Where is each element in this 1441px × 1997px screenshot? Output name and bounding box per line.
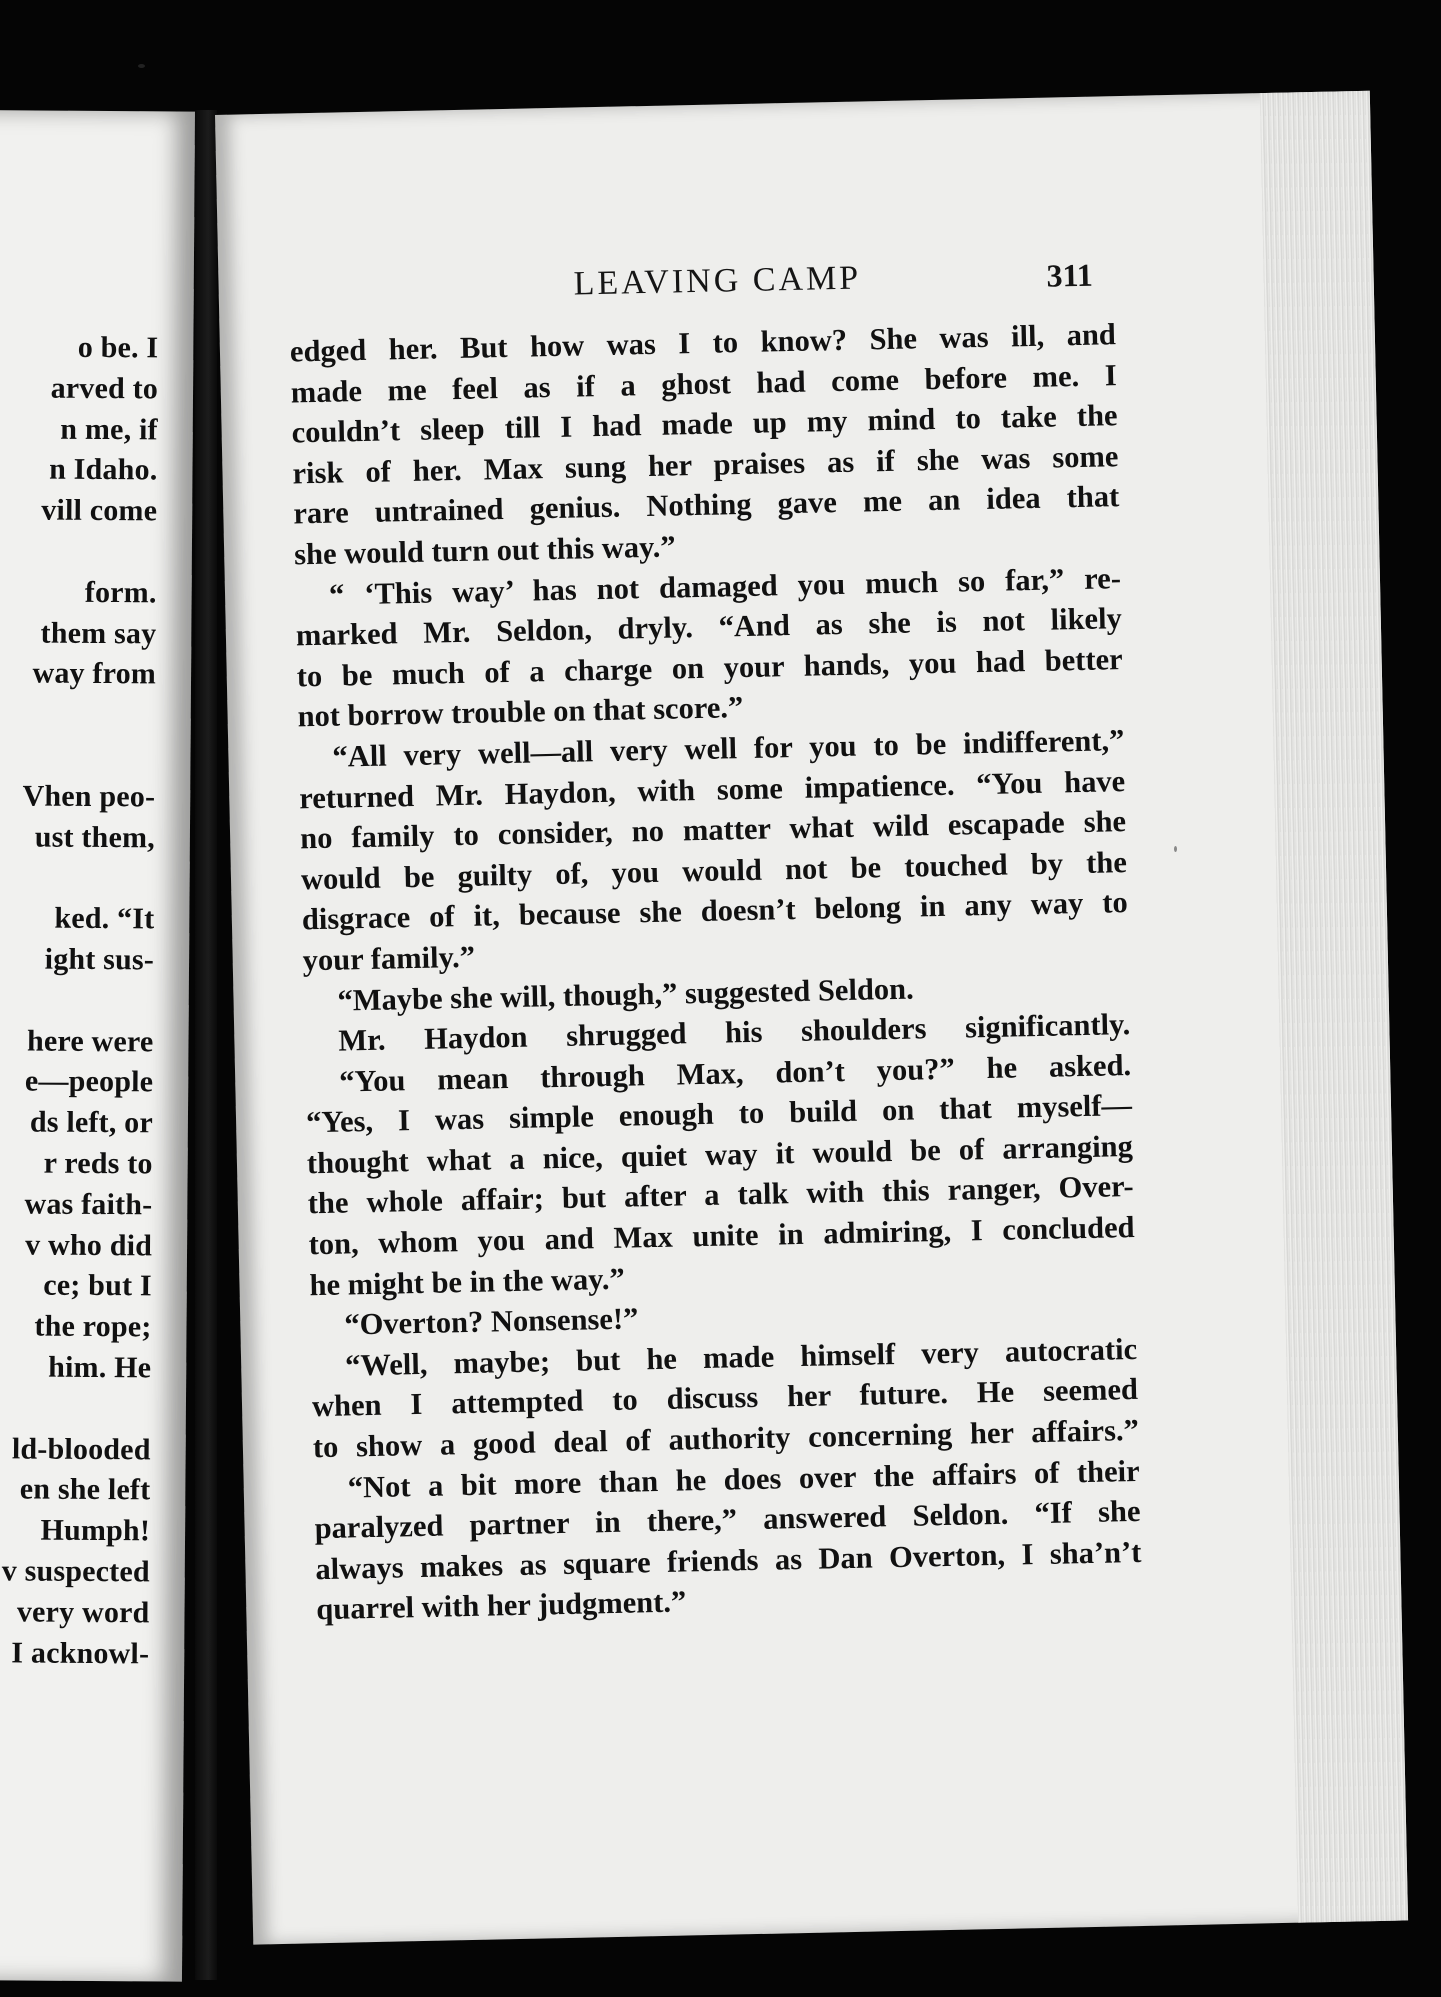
left-page-line: way from <box>32 656 157 691</box>
book-gutter <box>195 110 217 1980</box>
left-page-line: very word <box>16 1595 150 1630</box>
text-line: returned Mr. Haydon, with some impatience. “You have <box>298 763 1126 815</box>
text-line: no family to consider, no matter what wild escapade she <box>299 804 1127 856</box>
text-line: the whole affair; but after a talk with this ranger, Over- <box>307 1169 1134 1221</box>
scan-speck <box>138 64 145 68</box>
left-page-line: was faith- <box>24 1187 153 1222</box>
left-page-line: ce; but I <box>43 1269 152 1303</box>
left-page-line: v who did <box>25 1228 153 1262</box>
text-line: ton, whom you and Max unite in admiring, I concluded <box>308 1210 1135 1262</box>
left-page-line: ked. “It <box>54 901 155 936</box>
left-page-line: arved to <box>50 371 159 406</box>
text-line: “ ‘This way’ has not damaged you much so far,” re- <box>328 560 1122 612</box>
right-page <box>215 91 1408 1945</box>
left-page-line: form. <box>84 575 157 610</box>
text-line: Mr. Haydon shrugged his shoulders significantly. <box>338 1007 1131 1058</box>
text-line: not borrow trouble on that score.” <box>297 690 744 734</box>
left-page-line <box>0 697 156 698</box>
left-page-line: r reds to <box>43 1146 153 1181</box>
left-page-line: ust them, <box>34 820 156 854</box>
left-page-line: o be. I <box>77 330 159 365</box>
left-page-line: I acknowl- <box>11 1635 150 1670</box>
text-line: always makes as square friends as Dan Overton, I sha’n’t <box>315 1534 1142 1587</box>
page-edges <box>1260 91 1408 1923</box>
left-page-line: n me, if <box>60 412 158 446</box>
text-line: made me feel as if a ghost had come before me. I <box>290 357 1117 410</box>
left-page-line: ds left, or <box>29 1105 154 1140</box>
text-line: disgrace of it, because she doesn’t belong in any way to <box>301 885 1129 937</box>
text-line: “Overton? Nonsense!” <box>344 1301 639 1342</box>
left-page-line: them say <box>40 616 157 650</box>
left-page-line <box>0 1391 151 1392</box>
left-page-line: ight sus- <box>44 942 155 977</box>
left-page-line: vill come <box>41 493 158 528</box>
left-page-line: e—people <box>24 1064 154 1099</box>
text-line: when I attempted to discuss her future. He seemed <box>311 1372 1139 1424</box>
left-page-line <box>0 983 154 984</box>
left-page-line: here were <box>26 1024 154 1058</box>
left-page-line: him. He <box>48 1350 152 1385</box>
text-line: risk of her. Max sung her praises as if she was some <box>292 438 1119 491</box>
scan-speck <box>1174 846 1177 852</box>
left-page-line: v suspected <box>1 1554 150 1589</box>
left-page <box>0 110 195 1982</box>
text-line: thought what a nice, quiet way it would be of arranging <box>306 1128 1134 1181</box>
page-number: 311 <box>1046 256 1094 294</box>
text-line: to be much of a charge on your hands, you had better <box>296 641 1123 694</box>
text-line: “Not a bit more than he does over the affairs of their <box>347 1453 1140 1505</box>
text-line: “Well, maybe; but he made himself very autocratic <box>344 1331 1138 1383</box>
left-page-line: ld-blooded <box>11 1431 151 1466</box>
left-page-line: en she left <box>19 1472 151 1507</box>
text-line: “Maybe she will, though,” suggested Seldon. <box>337 971 914 1018</box>
text-line: “You mean through Max, don’t you?” he asked. <box>338 1047 1132 1099</box>
left-page-line <box>0 860 155 861</box>
text-line: to show a good deal of authority concerning her affairs.” <box>312 1412 1140 1465</box>
text-line: edged her. But how was I to know? She was ill, and <box>289 317 1117 369</box>
left-page-line: n Idaho. <box>49 453 158 487</box>
text-line: your family.” <box>302 939 476 978</box>
text-line: quarrel with her judgment.” <box>315 1584 687 1627</box>
running-head: LEAVING CAMP <box>573 259 862 303</box>
text-line: “Yes, I was simple enough to build on that myself— <box>305 1088 1133 1140</box>
text-line: “All very well—all very well for you to be indifferent,” <box>332 723 1125 774</box>
text-line: couldn’t sleep till I had made up my mind to take the <box>291 398 1118 450</box>
text-line: rare untrained genius. Nothing gave me an idea that <box>293 479 1120 531</box>
text-line: would be guilty of, you would not be touched by the <box>300 844 1128 897</box>
left-page-line <box>0 534 157 535</box>
left-page-line: Humph! <box>40 1513 151 1548</box>
left-page-line: the rope; <box>34 1309 152 1344</box>
left-page-line: Vhen peo- <box>22 779 156 814</box>
text-line: marked Mr. Seldon, dryly. “And as she is not likely <box>295 601 1123 653</box>
text-line: he might be in the way.” <box>309 1261 625 1302</box>
body-text <box>290 314 1143 1630</box>
left-page-line <box>0 738 156 739</box>
text-line: she would turn out this way.” <box>293 529 676 572</box>
text-line: paralyzed partner in there,” answered Seldon. “If she <box>314 1494 1141 1546</box>
